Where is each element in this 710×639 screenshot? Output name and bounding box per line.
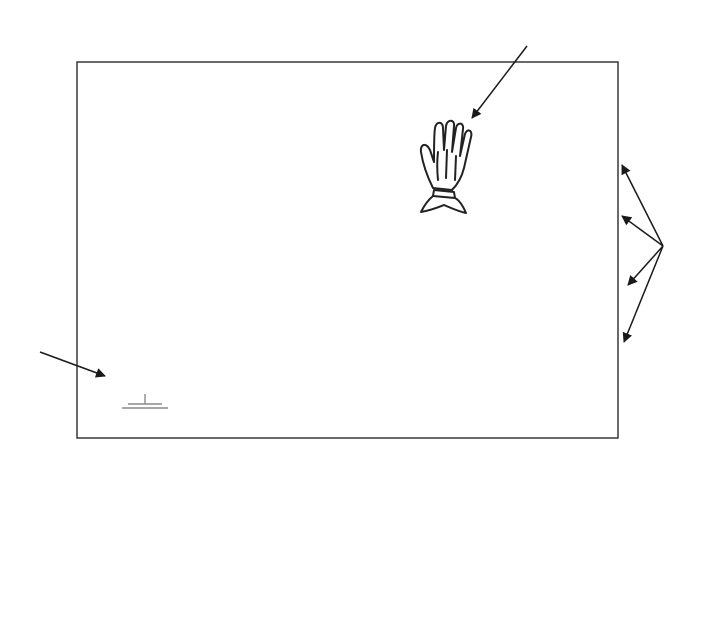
hand-watermark — [421, 121, 472, 213]
mould-frame — [77, 62, 618, 438]
countermark — [122, 394, 168, 408]
callout-arrows-h — [622, 165, 663, 342]
callout-arrow-j — [40, 352, 105, 376]
countermark-base — [122, 394, 168, 408]
callout-arrow-i — [472, 46, 527, 118]
